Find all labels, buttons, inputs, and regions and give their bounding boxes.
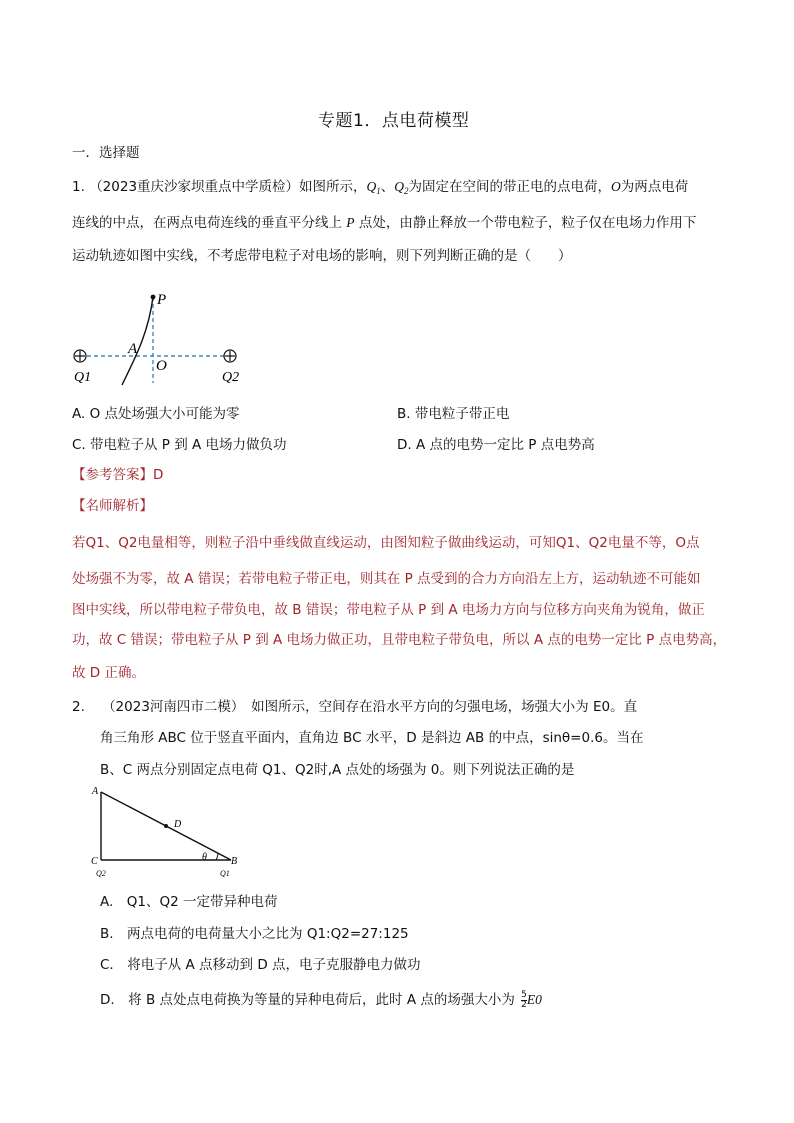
q2-figure <box>86 782 246 882</box>
q2-label-q1: Q1 <box>220 869 230 878</box>
q1-o-symbol: O <box>611 179 621 194</box>
section-heading: 一．选择题 <box>72 145 140 161</box>
q1-option-c: C. 带电粒子从 P 到 A 电场力做负功 <box>72 437 287 453</box>
q2-fraction-den: 2 <box>521 999 527 1010</box>
q1-analysis-label: 【名师解析】 <box>72 498 153 514</box>
q1-option-a: A. O 点处场强大小可能为零 <box>72 406 240 422</box>
q1-source: （2023重庆沙家坝重点中学质检） <box>89 179 300 195</box>
q1-label-q1: Q1 <box>74 370 92 385</box>
q1-label-p: P <box>157 292 167 308</box>
q1-analysis-line-3: 图中实线，所以带电粒子带负电，故 B 错误；带电粒子从 P 到 A 电场力方向与位移方向夹角为锐角，做正 <box>72 602 705 618</box>
q2-option-d <box>100 990 542 1010</box>
q2-option-a: A. Q1、Q2 一定带异种电荷 <box>100 894 278 910</box>
page-title: 专题1．点电荷模型 <box>318 111 470 131</box>
q1-text-b: 为固定在空间的带正电的点电荷， <box>408 179 612 195</box>
q2-option-c: C. 将电子从 A 点移动到 D 点，电子克服静电力做功 <box>100 957 421 973</box>
q2-line2: 角三角形 ABC 位于竖直平面内，直角边 BC 水平，D 是斜边 AB 的中点，sinθ=0.6。当在 <box>100 730 644 746</box>
q1-option-b: B. 带电粒子带正电 <box>397 406 510 422</box>
q2-label-theta: θ <box>202 852 207 863</box>
q1-text-c: 为两点电荷 <box>620 179 689 195</box>
q1-number: 1. <box>72 179 85 195</box>
q1-q1-symbol: $Q_1$ <box>366 179 381 196</box>
q1-charge-left <box>74 350 86 362</box>
q1-analysis-line-1: 若Q1、Q2电量相等，则粒子沿中垂线做直线运动，由图知粒子做曲线运动，可知Q1、Q2电量不等，O点 <box>72 535 700 551</box>
q1-analysis-line-4: 功，故 C 错误；带电粒子从 P 到 A 电场力做正功，且带电粒子带负电，所以 A 点的电势一定比 P 点电势高， <box>72 632 727 648</box>
q1-label-o: O <box>156 358 167 374</box>
q1-line2 <box>72 213 696 233</box>
q2-option-d-text: D. 将 B 点处点电荷换为等量的异种电荷后，此时 A 点的场强大小为 <box>100 992 515 1008</box>
q2-label-c: C <box>91 856 98 867</box>
q1-line1: 1. （2023重庆沙家坝重点中学质检）如图所示，$Q_1$、$Q_2$为固定在空间的带正电的点电荷，O为两点电荷 <box>72 179 689 196</box>
q1-analysis-line-2: 处场强不为零，故 A 错误；若带电粒子带正电，则其在 P 点受到的合力方向沿左上方，运动轨迹不可能如 <box>72 571 701 587</box>
q2-label-b: B <box>231 856 238 867</box>
q2-label-a: A <box>92 786 99 797</box>
q2-number: 2. <box>72 699 85 715</box>
q1-line3: 运动轨迹如图中实线，不考虑带电粒子对电场的影响，则下列判断正确的是（ ） <box>72 248 572 264</box>
q2-text-1: （2023河南四市二模） 如图所示，空间存在沿水平方向的匀强电场，场强大小为 E0。直 <box>102 699 638 715</box>
q2-label-q2: Q2 <box>96 869 106 878</box>
q1-answer: 【参考答案】D <box>72 467 164 483</box>
q1-label-q2: Q2 <box>222 370 240 385</box>
q1-label-a: A <box>128 341 138 357</box>
q2-line1 <box>72 697 637 717</box>
q1-figure <box>70 285 250 390</box>
q1-text-d: 连线的中点，在两点电荷连线的垂直平分线上 <box>72 215 342 231</box>
q1-text-a: 如图所示， <box>299 179 367 195</box>
q1-q2-symbol: $Q_2$ <box>394 179 409 196</box>
q1-p-symbol: P <box>346 215 355 230</box>
q1-text-e: 点处，由静止释放一个带电粒子，粒子仅在电场力作用下 <box>358 215 697 231</box>
q1-option-d: D. A 点的电势一定比 P 点电势高 <box>397 437 595 453</box>
q2-label-d: D <box>174 819 182 830</box>
q1-charge-right <box>224 350 236 362</box>
q2-fraction-num: 5 <box>521 989 527 1000</box>
q2-option-d-e0: E0 <box>526 992 542 1007</box>
q2-line3: B、C 两点分别固定点电荷 Q1、Q2时,A 点处的场强为 0。则下列说法正确的是 <box>100 762 575 778</box>
q2-option-b: B. 两点电荷的电荷量大小之比为 Q1:Q2=27:125 <box>100 926 409 942</box>
q1-analysis-line-5: 故 D 正确。 <box>72 665 145 681</box>
